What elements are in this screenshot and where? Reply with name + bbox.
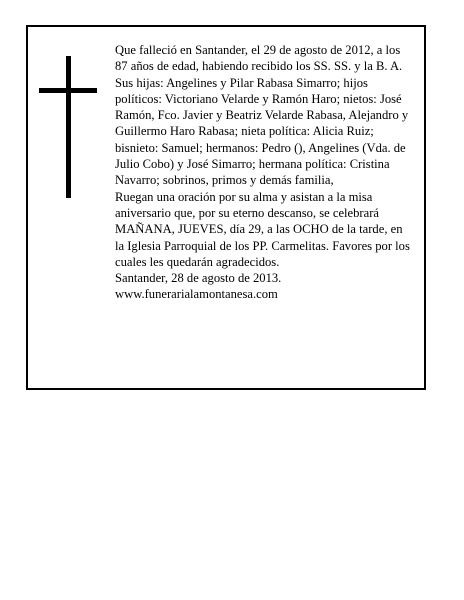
death-announcement: Que falleció en Santander, el 29 de agosto de 2012, a los 87 años de edad, habiendo recibido los SS. SS. y la B. A. (115, 43, 403, 74)
cross-horizontal-bar (39, 88, 97, 93)
cross-icon (39, 56, 97, 198)
cross-vertical-bar (66, 56, 71, 198)
place-date: Santander, 28 de agosto de 2013. (115, 271, 282, 286)
notice-body (115, 42, 413, 303)
obituary-notice (26, 25, 426, 390)
mass-invitation: Ruegan una oración por su alma y asistan a la misa aniversario que, por su eterno descanso, se celebrará MAÑANA, JUEVES, día 29, a las OCHO de la tarde, en la Iglesia Parroquial de los PP. Carmelitas. Favores por los cuales les quedarán agradecidos. (115, 189, 410, 269)
family-list: Sus hijas: Angelines y Pilar Rabasa Simarro; hijos políticos: Victoriano Velarde y Ramón Haro; nietos: José Ramón, Fco. Javier y Beatriz Velarde Rabasa, Alejandro y Guillermo Haro Rabasa; nieta política: Alicia Ruiz; bisnieto: Samuel; hermanos: Pedro (), Angelines (Vda. de Julio Cobo) y José Simarro; hermana política: Cristina Navarro; sobrinos, primos y demás familia, (115, 75, 409, 188)
funeral-home-website: www.funerarialamontanesa.com (115, 287, 278, 302)
